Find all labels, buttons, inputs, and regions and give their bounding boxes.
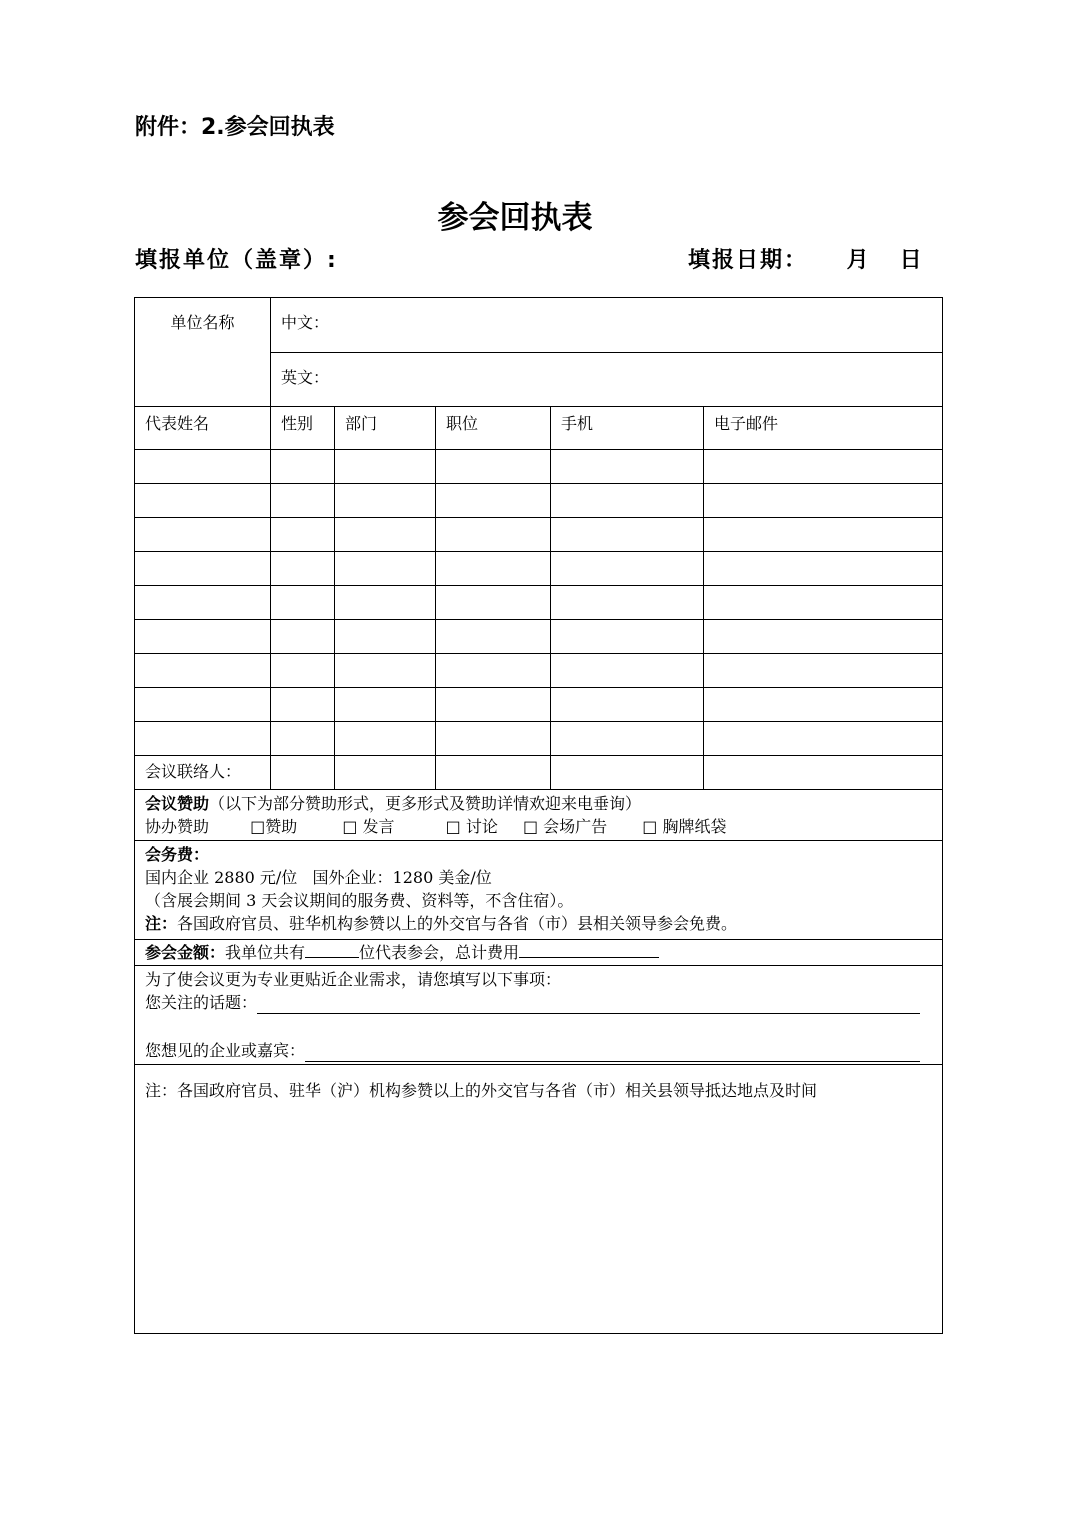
col-department-header: 部门 — [335, 407, 436, 450]
survey-guests-label: 您想见的企业或嘉宾： — [145, 1041, 306, 1060]
survey-topic-input[interactable] — [257, 995, 920, 1014]
col-name-header: 代表姓名 — [135, 407, 271, 450]
unit-name-cn-label: 中文： — [281, 313, 330, 332]
unit-name-en-label: 英文： — [281, 368, 330, 387]
page-title: 参会回执表 — [437, 200, 593, 236]
cell[interactable] — [436, 586, 551, 620]
total-fee-input[interactable] — [519, 941, 659, 958]
sponsor-option-speech-checkbox[interactable]: □ 发言 — [342, 817, 395, 836]
cell[interactable] — [271, 450, 335, 484]
cell[interactable] — [436, 552, 551, 586]
col-position-header: 职位 — [436, 407, 551, 450]
table-row — [135, 518, 943, 552]
cell[interactable] — [436, 484, 551, 518]
day-label: 日 — [899, 248, 924, 273]
fee-title: 会务费： — [145, 845, 210, 864]
fee-line-2: （含展会期间 3 天会议期间的服务费、资料等，不含住宿）。 — [145, 891, 574, 910]
cell[interactable] — [135, 620, 271, 654]
cell[interactable] — [436, 688, 551, 722]
table-row — [135, 722, 943, 756]
amount-label: 参会金额： — [145, 943, 226, 962]
unit-name-label: 单位名称 — [135, 298, 271, 407]
cell[interactable] — [436, 654, 551, 688]
cell[interactable] — [704, 688, 943, 722]
cell[interactable] — [271, 552, 335, 586]
cell[interactable] — [551, 654, 704, 688]
cell[interactable] — [335, 586, 436, 620]
cell[interactable] — [436, 450, 551, 484]
cell[interactable] — [704, 654, 943, 688]
sponsor-lead: 协办赞助 — [145, 817, 210, 836]
unit-name-en-field[interactable] — [271, 353, 943, 407]
cell[interactable] — [271, 756, 335, 790]
cell[interactable] — [551, 620, 704, 654]
cell[interactable] — [335, 450, 436, 484]
cell[interactable] — [436, 518, 551, 552]
cell[interactable] — [135, 484, 271, 518]
cell[interactable] — [271, 654, 335, 688]
cell[interactable] — [135, 518, 271, 552]
col-gender-header: 性别 — [271, 407, 335, 450]
fee-note-label: 注： — [145, 914, 178, 933]
table-row — [135, 450, 943, 484]
sponsor-option-discussion-checkbox[interactable]: □ 讨论 — [445, 817, 498, 836]
cell[interactable] — [135, 654, 271, 688]
attendee-count-input[interactable] — [305, 941, 359, 958]
table-row — [135, 654, 943, 688]
fill-unit-label: 填报单位（盖章）: — [135, 248, 338, 273]
cell[interactable] — [335, 620, 436, 654]
final-note: 注：各国政府官员、驻华（沪）机构参赞以上的外交官与各省（市）相关县领导抵达地点及时间 — [135, 1065, 943, 1334]
month-label: 月 — [846, 248, 871, 273]
cell[interactable] — [704, 586, 943, 620]
sponsor-row — [135, 790, 943, 841]
fill-date-line — [688, 243, 924, 274]
cell[interactable] — [271, 484, 335, 518]
table-row — [135, 586, 943, 620]
cell[interactable] — [135, 552, 271, 586]
col-mobile-header: 手机 — [551, 407, 704, 450]
cell[interactable] — [551, 586, 704, 620]
col-email-header: 电子邮件 — [704, 407, 943, 450]
cell[interactable] — [436, 756, 551, 790]
cell[interactable] — [704, 722, 943, 756]
cell[interactable] — [551, 552, 704, 586]
cell[interactable] — [704, 620, 943, 654]
final-note-row — [135, 1065, 943, 1334]
cell[interactable] — [335, 756, 436, 790]
cell[interactable] — [704, 450, 943, 484]
cell[interactable] — [436, 620, 551, 654]
cell[interactable] — [551, 450, 704, 484]
cell[interactable] — [335, 654, 436, 688]
cell[interactable] — [704, 484, 943, 518]
cell[interactable] — [436, 722, 551, 756]
cell[interactable] — [335, 484, 436, 518]
cell[interactable] — [551, 484, 704, 518]
table-row — [135, 620, 943, 654]
fee-row — [135, 841, 943, 940]
sponsor-note: （以下为部分赞助形式，更多形式及赞助详情欢迎来电垂询） — [209, 794, 642, 813]
cell[interactable] — [551, 756, 704, 790]
survey-row — [135, 966, 943, 1065]
cell[interactable] — [704, 518, 943, 552]
fee-note-text: 各国政府官员、驻华机构参赞以上的外交官与各省（市）县相关领导参会免费。 — [177, 914, 738, 933]
cell[interactable] — [335, 688, 436, 722]
amount-row — [135, 940, 943, 966]
survey-intro: 为了使会议更为专业更贴近企业需求，请您填写以下事项： — [145, 970, 562, 989]
cell[interactable] — [135, 688, 271, 722]
cell[interactable] — [271, 586, 335, 620]
cell[interactable] — [271, 620, 335, 654]
attachment-label: 附件：2.参会回执表 — [135, 115, 335, 140]
cell[interactable] — [335, 722, 436, 756]
cell[interactable] — [551, 518, 704, 552]
table-row — [135, 484, 943, 518]
sponsor-option-badge-bag-checkbox[interactable]: □ 胸牌纸袋 — [642, 817, 727, 836]
cell[interactable] — [704, 756, 943, 790]
sponsor-option-sponsor-checkbox[interactable]: □赞助 — [250, 817, 298, 836]
contact-label: 会议联络人： — [135, 756, 271, 790]
survey-topic-label: 您关注的话题： — [145, 993, 258, 1012]
table-row — [135, 688, 943, 722]
fee-line-1: 国内企业 2880 元/位 国外企业：1280 美金/位 — [145, 868, 492, 887]
cell[interactable] — [271, 688, 335, 722]
survey-guests-input[interactable] — [305, 1043, 920, 1062]
registration-form-table — [134, 297, 943, 1334]
table-row — [135, 552, 943, 586]
cell[interactable] — [135, 586, 271, 620]
sponsor-option-venue-ad-checkbox[interactable]: □ 会场广告 — [522, 817, 608, 836]
amount-part-2: 位代表参会，总计费用 — [359, 943, 520, 962]
fill-date-label: 填报日期： — [688, 248, 809, 273]
cell[interactable] — [704, 552, 943, 586]
cell[interactable] — [271, 722, 335, 756]
cell[interactable] — [551, 688, 704, 722]
sponsor-title: 会议赞助 — [145, 794, 210, 813]
cell[interactable] — [335, 552, 436, 586]
cell[interactable] — [271, 518, 335, 552]
table-header-row — [135, 407, 943, 450]
cell[interactable] — [135, 722, 271, 756]
cell[interactable] — [135, 450, 271, 484]
cell[interactable] — [551, 722, 704, 756]
contact-row — [135, 756, 943, 790]
unit-name-cn-field[interactable] — [271, 298, 943, 353]
cell[interactable] — [335, 518, 436, 552]
amount-part-1: 我单位共有 — [225, 943, 306, 962]
